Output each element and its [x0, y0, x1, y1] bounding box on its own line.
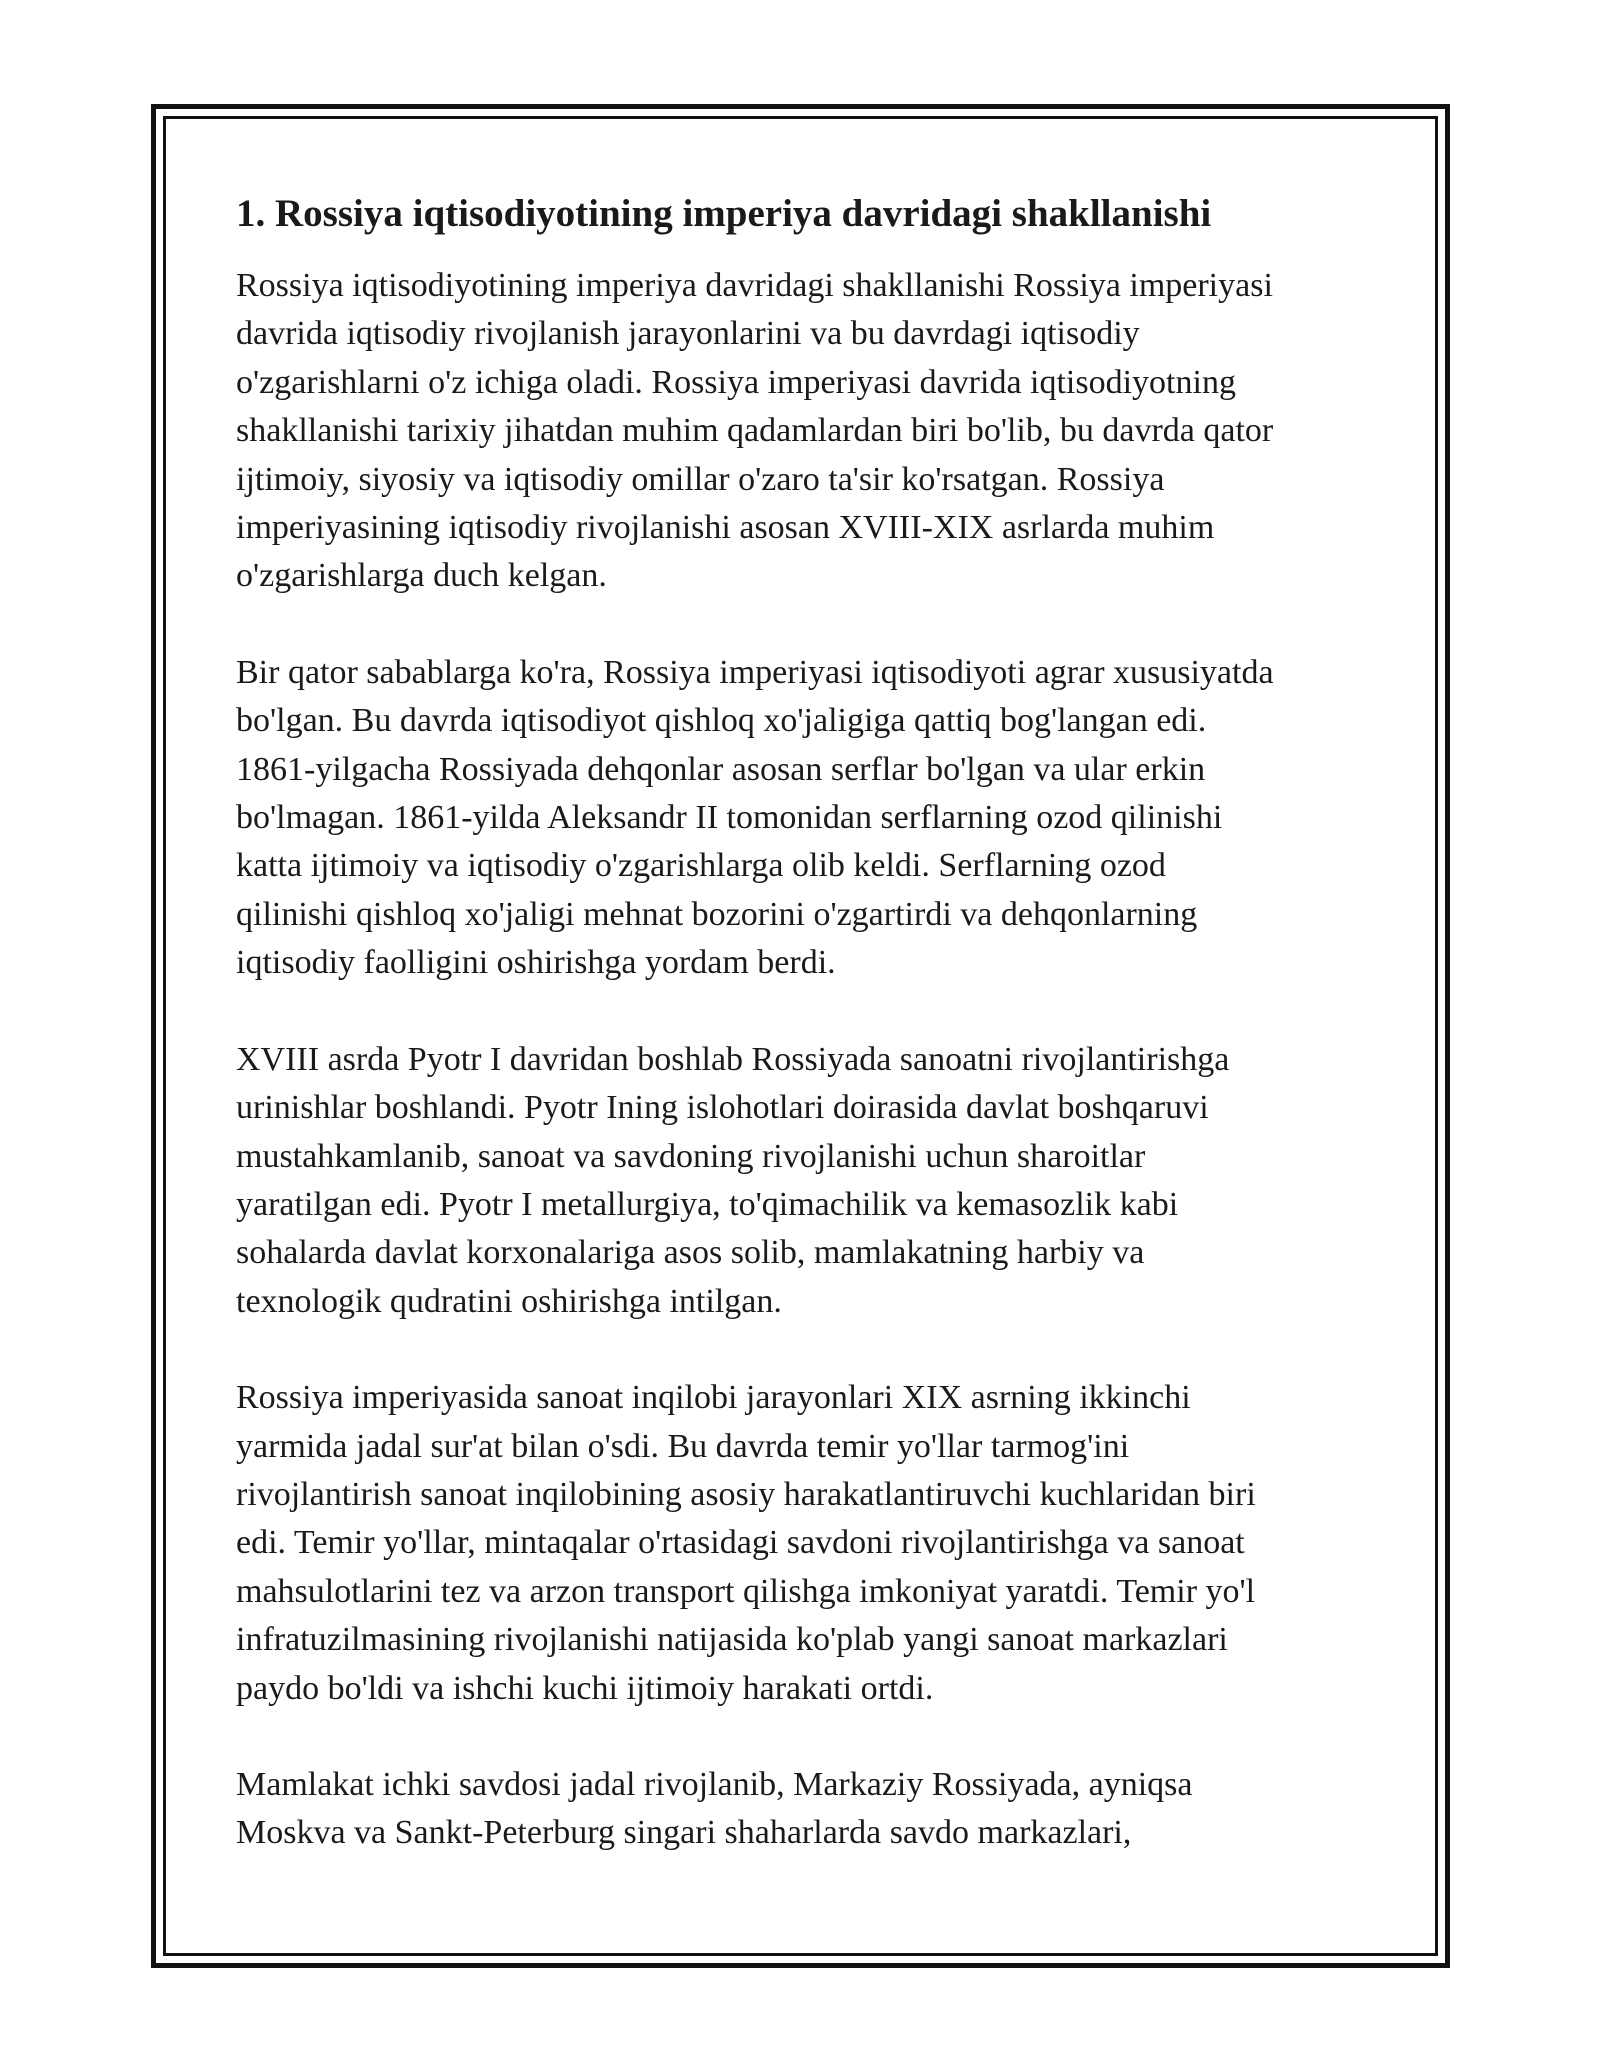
paragraph-1 [236, 262, 1376, 601]
paragraph-4 [236, 1374, 1376, 1713]
text-line: Rossiya iqtisodiyotining imperiya davridagi shakllanishi Rossiya imperiyasi [236, 267, 1273, 304]
text-line: iqtisodiy faolligini oshirishga yordam berdi. [236, 944, 836, 982]
text-line: qilinishi qishloq xo'jaligi mehnat bozorini o'zgartirdi va dehqonlarning [236, 895, 1198, 933]
paragraph-2 [236, 649, 1376, 988]
text-line: paydo bo'ldi va ishchi kuchi ijtimoiy harakati ortdi. [236, 1669, 934, 1707]
text-line: yaratilgan edi. Pyotr I metallurgiya, to'qimachilik va kemasozlik kabi [236, 1185, 1179, 1223]
text-line: bo'lmagan. 1861-yilda Aleksandr II tomonidan serflarning ozod qilinishi [236, 799, 1223, 837]
text-line: rivojlantirish sanoat inqilobining asosiy harakatlantiruvchi kuchlaridan biri [236, 1475, 1256, 1513]
text-line: katta ijtimoiy va iqtisodiy o'zgarishlarga olib keldi. Serflarning ozod [236, 847, 1166, 885]
text-line: infratuzilmasining rivojlanishi natijasida ko'plab yangi sanoat markazlari [236, 1621, 1228, 1659]
text-line: sohalarda davlat korxonalariga asos solib, mamlakatning harbiy va [236, 1234, 1145, 1272]
text-line: 1861-yilgacha Rossiyada dehqonlar asosan serflar bo'lgan va ular erkin [236, 750, 1206, 788]
text-line: mustahkamlanib, sanoat va savdoning rivojlanishi uchun sharoitlar [236, 1137, 1146, 1175]
text-line: Rossiya imperiyasida sanoat inqilobi jarayonlari XIX asrning ikkinchi [236, 1379, 1191, 1417]
text-line: bo'lgan. Bu davrda iqtisodiyot qishloq xo'jaligiga qattiq bog'langan edi. [236, 702, 1207, 740]
paragraph-5 [236, 1761, 1376, 1858]
text-line: urinishlar boshlandi. Pyotr Ining islohotlari doirasida davlat boshqaruvi [236, 1089, 1209, 1127]
text-line: imperiyasining iqtisodiy rivojlanishi asosan XVIII-XIX asrlarda muhim [236, 509, 1215, 547]
text-line: mahsulotlarini tez va arzon transport qilishga imkoniyat yaratdi. Temir yo'l [236, 1572, 1256, 1610]
text-line: texnologik qudratini oshirishga intilgan. [236, 1282, 782, 1320]
document-body [236, 188, 1376, 1906]
text-line: XVIII asrda Pyotr I davridan boshlab Rossiyada sanoatni rivojlantirishga [236, 1040, 1230, 1078]
text-line: Moskva va Sankt-Peterburg singari shaharlarda savdo markazlari, [236, 1814, 1132, 1852]
text-line: davrida iqtisodiy rivojlanish jarayonlarini va bu davrdagi iqtisodiy [236, 315, 1140, 353]
text-line: ijtimoiy, siyosiy va iqtisodiy omillar o'zaro ta'sir ko'rsatgan. Rossiya [236, 460, 1165, 498]
text-line: shakllanishi tarixiy jihatdan muhim qadamlardan biri bo'lib, bu davrda qator [236, 412, 1274, 450]
text-line: o'zgarishlarni o'z ichiga oladi. Rossiya imperiyasi davrida iqtisodiyotning [236, 363, 1236, 401]
text-line: yarmida jadal sur'at bilan o'sdi. Bu davrda temir yo'llar tarmog'ini [236, 1427, 1130, 1465]
text-line: edi. Temir yo'llar, mintaqalar o'rtasidagi savdoni rivojlantirishga va sanoat [236, 1524, 1245, 1562]
document-title: 1. Rossiya iqtisodiyotining imperiya davridagi shakllanishi [236, 192, 1212, 235]
text-line: Bir qator sabablarga ko'ra, Rossiya imperiyasi iqtisodiyoti agrar xususiyatda [236, 653, 1274, 691]
paragraph-3 [236, 1036, 1376, 1326]
text-line: o'zgarishlarga duch kelgan. [236, 557, 607, 595]
text-line: Mamlakat ichki savdosi jadal rivojlanib, Markaziy Rossiyada, ayniqsa [236, 1765, 1193, 1803]
